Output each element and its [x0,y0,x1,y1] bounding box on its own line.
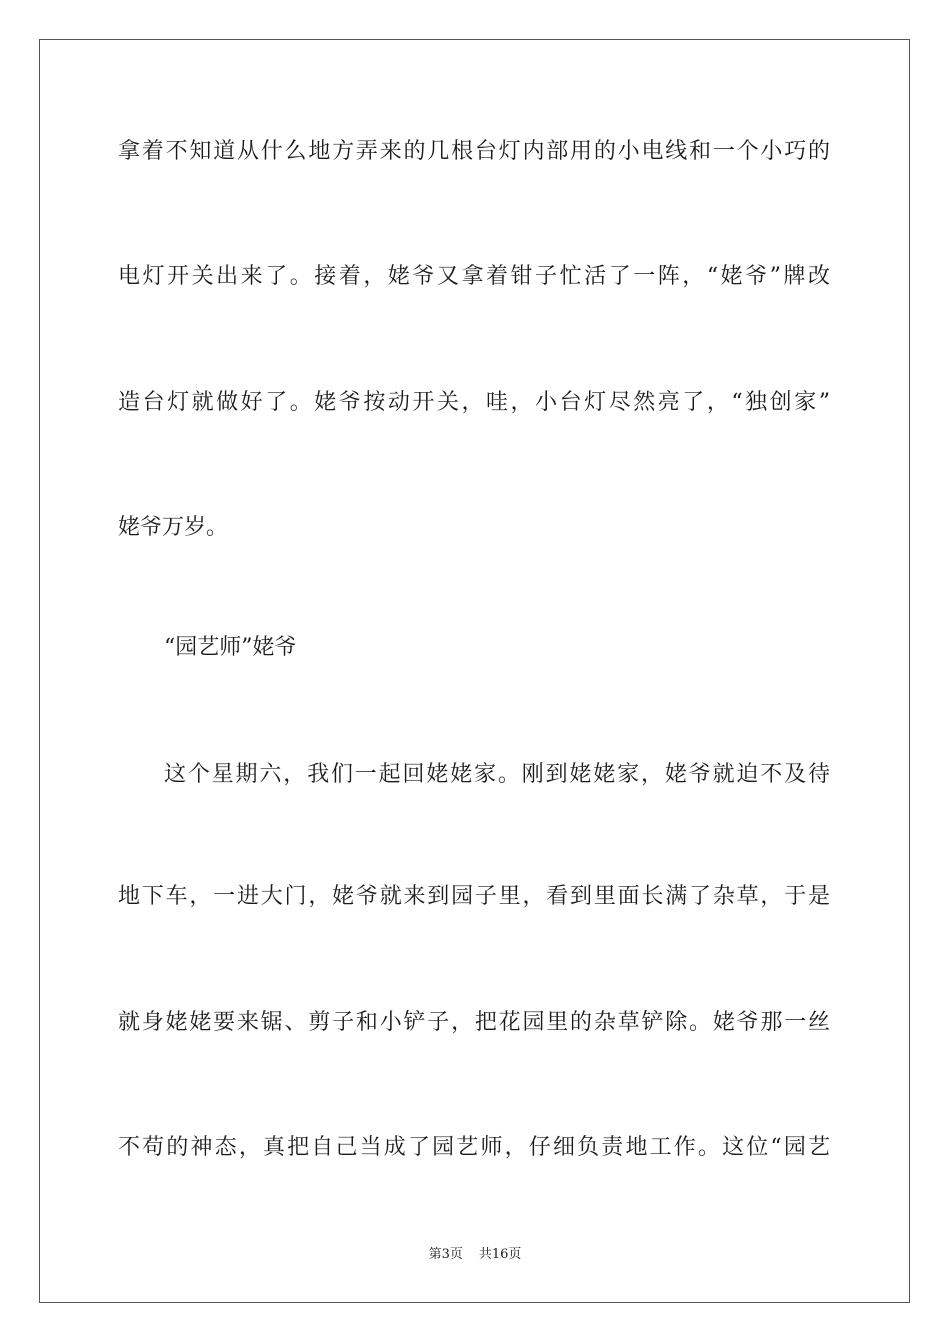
text-line-2: 电灯开关出来了。接着，姥爷又拿着钳子忙活了一阵，“姥爷”牌改 [118,264,830,289]
page-number: 第3页 [428,1247,463,1262]
section-heading: “园艺师”姥爷 [164,635,297,660]
text-line-9: 不苟的神态，真把自己当成了园艺师，仔细负责地工作。这位“园艺 [118,1135,830,1160]
text-line-7: 地下车，一进大门，姥爷就来到园子里，看到里面长满了杂草，于是 [118,884,830,909]
text-line-1: 拿着不知道从什么地方弄来的几根台灯内部用的小电线和一个小巧的 [118,139,830,164]
text-line-4: 姥爷万岁。 [118,515,229,540]
text-line-3: 造台灯就做好了。姥爷按动开关，哇，小台灯尽然亮了，“独创家” [118,390,830,415]
page-border [39,39,910,1303]
page-footer [0,1246,950,1264]
text-line-8: 就身姥姥要来锯、剪子和小铲子，把花园里的杂草铲除。姥爷那一丝 [118,1010,830,1035]
text-line-6: 这个星期六，我们一起回姥姥家。刚到姥姥家，姥爷就迫不及待 [164,762,830,787]
page-total: 共16页 [478,1247,522,1262]
